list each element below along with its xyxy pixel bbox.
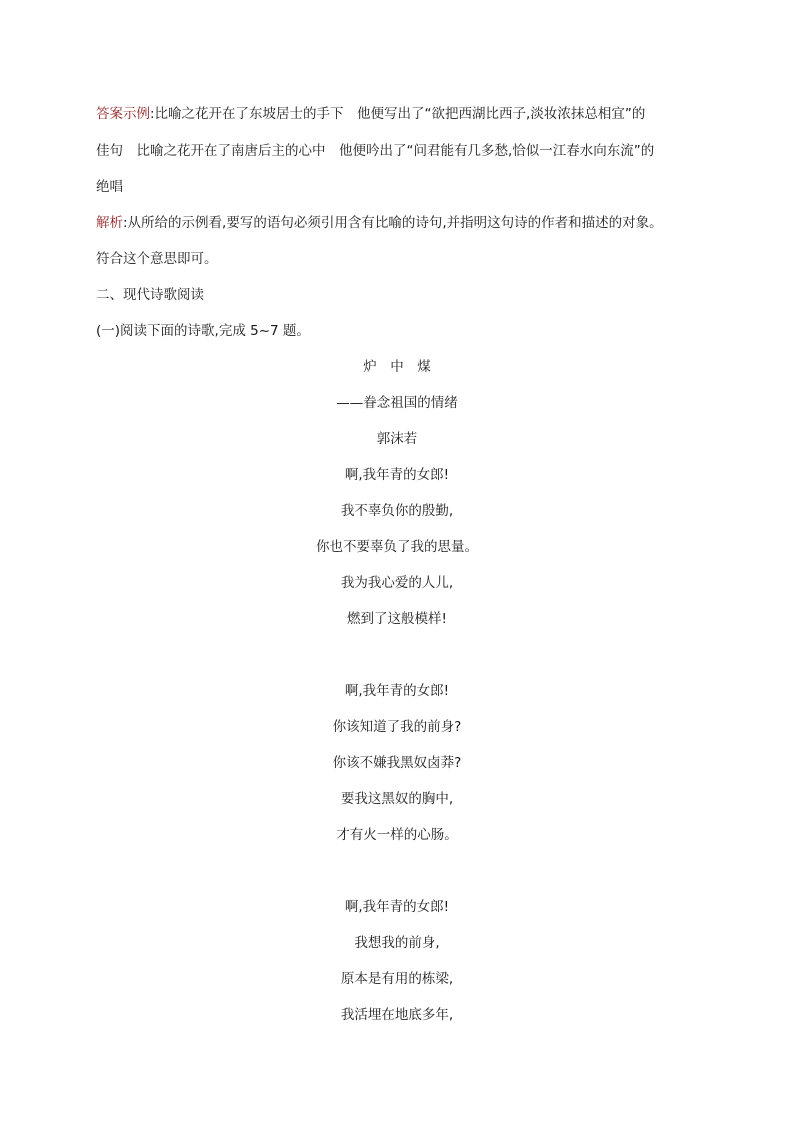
analysis-label: 解析 (96, 215, 123, 231)
poem-line: 我不辜负你的殷勤, (340, 503, 454, 519)
answer-line-3: 绝唱 (96, 179, 123, 195)
poem-line: 你该不嫌我黑奴卤莽? (332, 755, 462, 771)
poem-line: 啊,我年青的女郎! (344, 467, 450, 483)
poem-line: 要我这黑奴的胸中, (340, 791, 454, 807)
poem-line: 啊,我年青的女郎! (344, 899, 450, 915)
answer-label: 答案示例 (96, 106, 150, 122)
poem-line: 你该知道了我的前身? (332, 719, 462, 735)
poem-subtitle: ——眷念祖国的情绪 (336, 395, 458, 411)
poem-line: 原本是有用的栋梁, (340, 971, 454, 987)
poem-line: 才有火一样的心肠。 (336, 827, 458, 843)
poem-line: 我活埋在地底多年, (340, 1007, 454, 1023)
answer-text-1: :比喻之花开在了东坡居士的手下 他便写出了“欲把西湖比西子,淡妆浓抹总相宜”的 (150, 106, 646, 122)
poem-line: 燃到了这般模样! (347, 611, 447, 627)
analysis-line-2: 符合这个意思即可。 (96, 251, 218, 267)
poem-line: 我为我心爱的人儿, (340, 575, 454, 591)
poem-line: 啊,我年青的女郎! (344, 683, 450, 699)
question-intro: (一)阅读下面的诗歌,完成 5~7 题。 (96, 323, 310, 339)
answer-line-2: 佳句 比喻之花开在了南唐后主的心中 他便吟出了“问君能有几多愁,恰似一江春水向东流”的 (96, 143, 655, 159)
analysis-line-1 (96, 213, 663, 233)
poem-title: 炉 中 煤 (363, 359, 431, 375)
poem-author: 郭沫若 (376, 431, 418, 447)
answer-line-1 (96, 104, 645, 124)
poem-line: 我想我的前身, (354, 935, 440, 951)
section-heading: 二、现代诗歌阅读 (96, 287, 204, 303)
poem-line: 你也不要辜负了我的思量。 (316, 539, 478, 555)
analysis-text-1: :从所给的示例看,要写的语句必须引用含有比喻的诗句,并指明这句诗的作者和描述的对象。 (123, 215, 663, 231)
